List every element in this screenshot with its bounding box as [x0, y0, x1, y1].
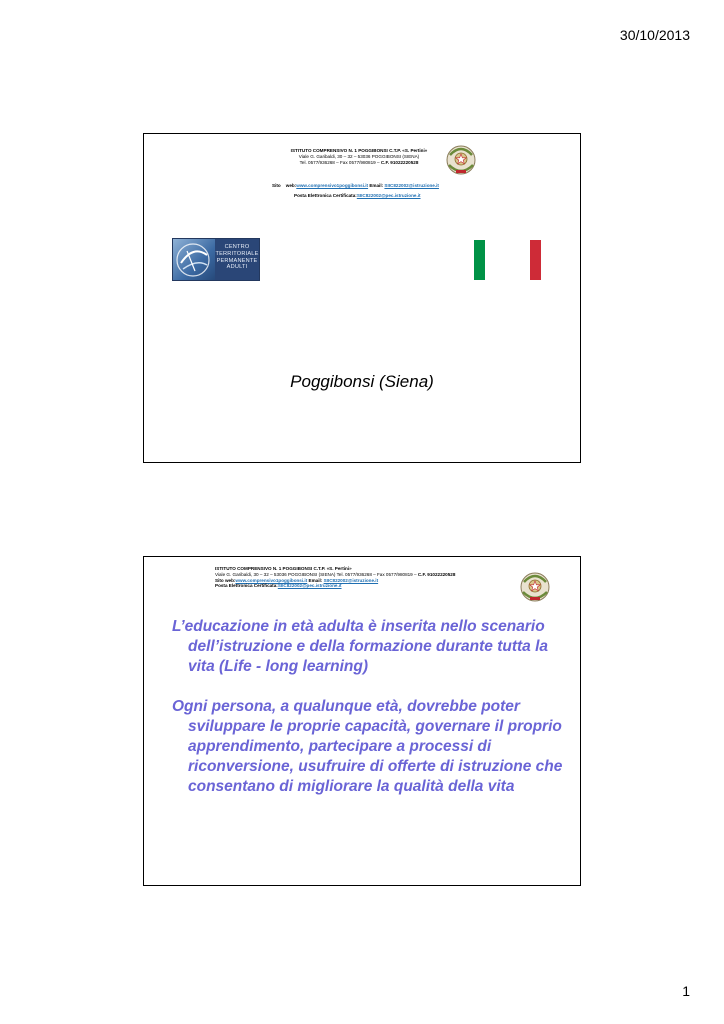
sito-label: Sito	[272, 183, 281, 188]
flag-green-half	[474, 240, 496, 280]
paragraph-personal-development: Ogni persona, a qualunque età, dovrebbe poter sviluppare le proprie capacità, governare il proprio apprendimento, partecipare a processi di riconversione, usufruire di offerte di istruzione che consentano di migliorare la qualità della vita	[172, 698, 563, 795]
website-link[interactable]: www.comprensivo1poggibonsi.it	[296, 183, 369, 188]
email-link[interactable]: SIIC822002@istruzione.it	[323, 577, 379, 583]
page-date: 30/10/2013	[619, 27, 690, 43]
website-link[interactable]: www.comprensivo1poggibonsi.it	[235, 577, 308, 583]
fiscal-code: C.F. 91022220528	[380, 159, 419, 165]
website-line: Sito web:www.comprensivo1poggibonsi.it Email: SIIC822002@istruzione.it	[215, 577, 379, 583]
website-line: Sito web:www.comprensivo1poggibonsi.it Email: SIIC822002@istruzione.it	[272, 183, 439, 188]
institute-contacts: Viale G. Garibaldi, 30 – 32 – 53036 POGGIBONSI (SIENA) Tel. 0577/936268 – Fax 0577/980819 – C.F. 91022220528	[215, 571, 456, 577]
pec-line: Posta Elettronica Certificata:SIIC822002@pec.istruzione.it	[294, 193, 421, 198]
fiscal-code: C.F. 91022220528	[417, 571, 456, 577]
pec-link[interactable]: SIIC822002@pec.istruzione.it	[356, 193, 421, 198]
email-link[interactable]: SIIC822002@istruzione.it	[384, 183, 439, 188]
institute-address: Viale G. Garibaldi, 30 – 32 – 53036 POGGIBONSI (SIENA)	[298, 153, 420, 159]
slide-subtitle: Poggibonsi (Siena)	[290, 372, 434, 391]
institute-header	[215, 566, 455, 589]
pec-line: Posta Elettronica Certificata:SIIC822002@pec.istruzione.it	[215, 583, 342, 589]
institute-name: ISTITUTO COMPRENSIVO N. 1 POGGIBONSI C.T.P. «S. Pertini»	[215, 566, 352, 571]
institute-contacts: Tel. 0577/936268 – Fax 0577/980819 – C.F. 91022220528	[299, 159, 419, 165]
institute-name: ISTITUTO COMPRENSIVO N. 1 POGGIBONSI C.T.P. «S. Pertini»	[290, 148, 428, 153]
italian-republic-emblem-icon	[518, 568, 552, 604]
ctp-logo-text: CENTRO TERRITORIALE PERMANENTE ADULTI	[215, 239, 259, 280]
italian-republic-emblem-icon	[444, 141, 478, 177]
ctp-logo-icon	[173, 239, 215, 280]
ctp-logo	[172, 238, 260, 281]
page-number: 1	[682, 983, 690, 999]
flag-red-half	[519, 240, 541, 280]
slide-1	[143, 133, 581, 463]
paragraph-lifelong-learning: L’educazione in età adulta è inserita nello scenario dell’istruzione e della formazione durante tutta la vita (Life - long learning)	[172, 618, 549, 675]
pec-link[interactable]: SIIC822002@pec.istruzione.it	[277, 583, 342, 589]
slide-2	[143, 556, 581, 886]
institute-header	[239, 148, 479, 165]
slide-body	[172, 617, 567, 797]
